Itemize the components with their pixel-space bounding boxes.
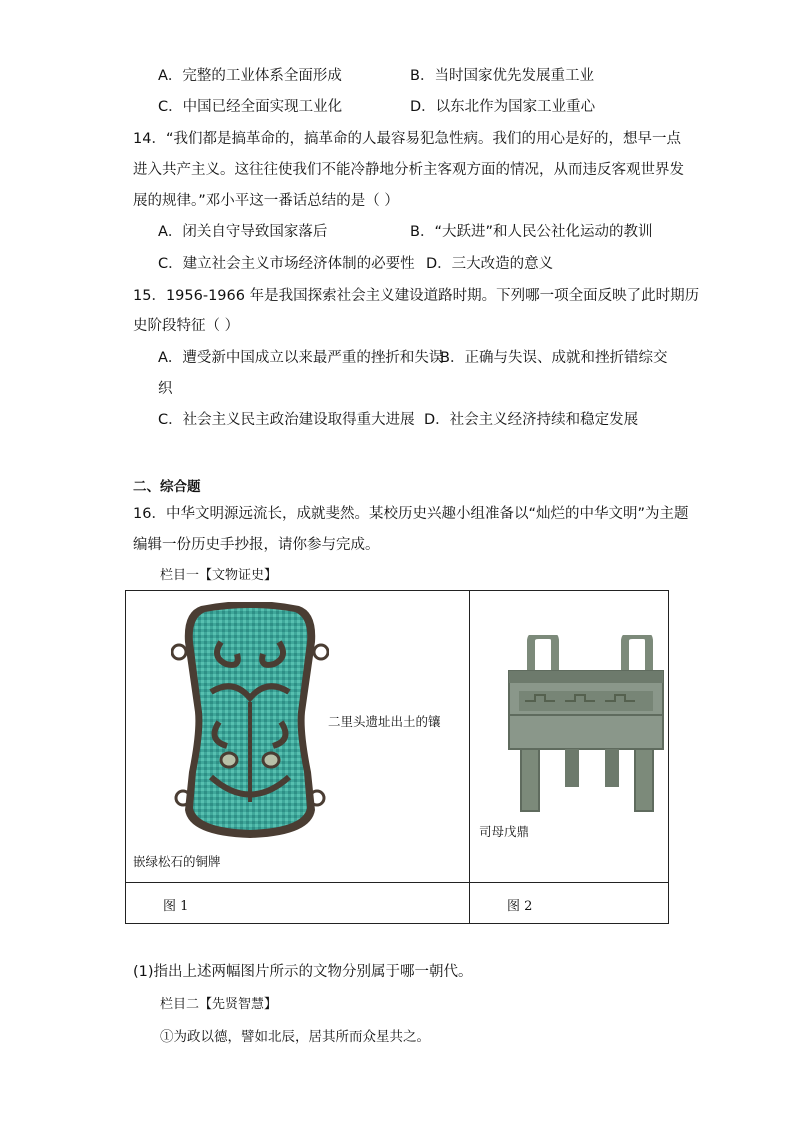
q15-option-c: C．社会主义民主政治建设取得重大进展 [158,412,415,428]
q15-option-d: D．社会主义经济持续和稳定发展 [424,412,639,428]
q15-option-b: B．正确与失误、成就和挫折错综交 [440,350,668,366]
q16-stem-line1: 16．中华文明源远流长，成就斐然。某校历史兴趣小组准备以“灿烂的中华文明”为主题 [133,506,689,522]
q15-stem-line2: 史阶段特征（ ） [133,318,240,334]
simuwu-ding-image [505,635,667,813]
q13-option-c: C．中国已经全面实现工业化 [158,99,343,115]
quote-1: ①为政以德，譬如北辰，居其所而众星共之。 [160,1029,430,1045]
figure1-side-caption: 二里头遗址出土的镶 [328,714,441,729]
column2-title: 栏目二【先贤智慧】 [160,997,278,1012]
artifact-table [125,590,669,924]
section-title: 二、综合题 [133,479,201,495]
q15-option-b-continued: 织 [158,381,173,397]
q13-option-a: A．完整的工业体系全面形成 [158,68,342,84]
figure2-label-cell [469,882,669,924]
q14-option-b: B．“大跃进”和人民公社化运动的教训 [410,224,653,240]
turquoise-bronze-plaque-image [171,602,329,840]
figure2-caption: 司母戊鼎 [479,824,530,839]
q16-subquestion-1: (1)指出上述两幅图片所示的文物分别属于哪一朝代。 [133,964,473,980]
q16-stem-line2: 编辑一份历史手抄报，请你参与完成。 [133,537,380,553]
q14-stem-line1: 14．“我们都是搞革命的，搞革命的人最容易犯急性病。我们的用心是好的，想早一点 [133,131,681,147]
q13-option-b: B．当时国家优先发展重工业 [410,68,594,84]
figure2-label: 图 2 [507,899,533,914]
q15-option-a: A．遭受新中国成立以来最严重的挫折和失误 [158,350,444,366]
column1-title: 栏目一【文物证史】 [160,568,278,583]
q15-stem-line1: 15．1956-1966 年是我国探索社会主义建设道路时期。下列哪一项全面反映了此时期历 [133,288,700,304]
q14-option-a: A．闭关自守导致国家落后 [158,224,328,240]
q14-option-c: C．建立社会主义市场经济体制的必要性 [158,256,415,272]
q14-option-d: D．三大改造的意义 [426,256,554,272]
q13-option-d: D．以东北作为国家工业重心 [410,99,596,115]
figure1-label: 图 1 [163,899,189,914]
q14-stem-line2: 进入共产主义。这往往使我们不能冷静地分析主客观方面的情况，从而违反客观世界发 [133,162,684,178]
figure1-bottom-caption: 嵌绿松石的铜牌 [133,854,221,869]
q14-stem-line3: 展的规律。”邓小平这一番话总结的是（ ） [133,193,399,209]
